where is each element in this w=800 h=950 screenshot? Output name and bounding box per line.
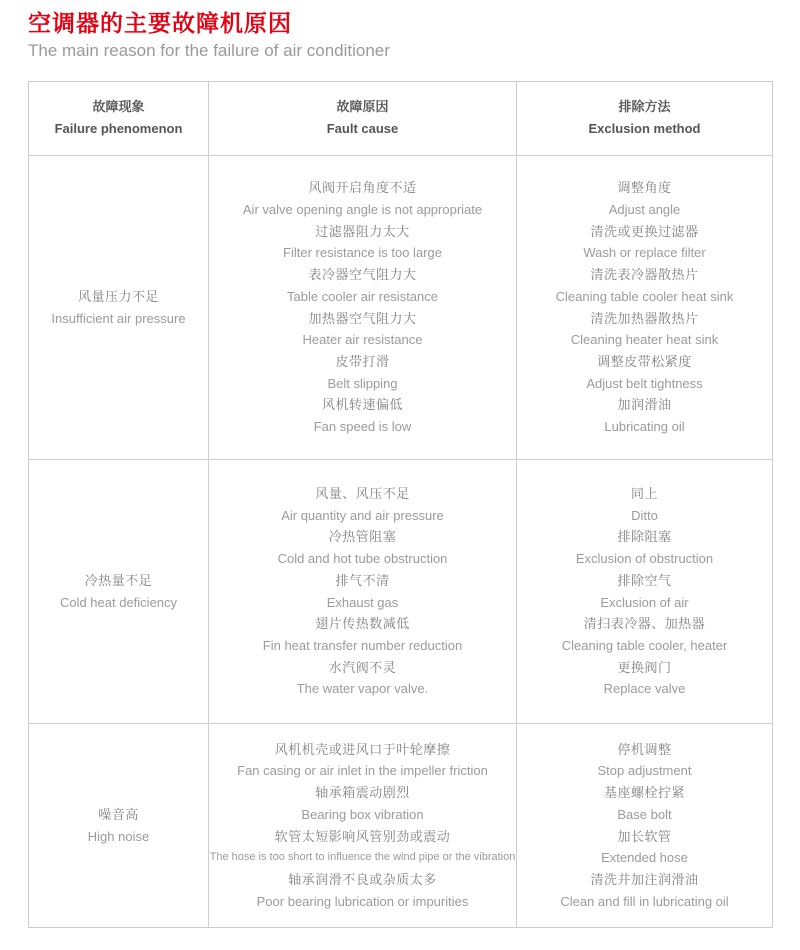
method-en: Ditto — [631, 507, 658, 523]
fault-table — [28, 81, 773, 928]
table-row — [29, 724, 773, 928]
cause-en: Heater air resistance — [302, 332, 423, 348]
cause-en: Exhaust gas — [326, 594, 399, 610]
table-header — [29, 82, 773, 156]
phenomenon-en: Insufficient air pressure — [51, 310, 186, 326]
cause-en: Filter resistance is too large — [283, 245, 442, 261]
method-zh: 基座螺栓拧紧 — [603, 785, 685, 801]
phenomenon-cell — [29, 156, 209, 460]
method-zh: 调整皮带松紧度 — [597, 353, 692, 369]
page — [28, 0, 772, 928]
method-en: Lubricating oil — [604, 419, 685, 435]
phenomenon-cell — [29, 724, 209, 928]
phenomenon-en: High noise — [87, 828, 150, 844]
cause-zh: 翅片传热数减低 — [315, 616, 410, 632]
cause-zh: 排气不清 — [335, 572, 390, 588]
cause-en: Belt slipping — [327, 375, 398, 391]
method-en: Extended hose — [601, 850, 688, 866]
method-zh: 更换阀门 — [617, 659, 672, 675]
cause-zh: 过滤器阻力太大 — [315, 223, 410, 239]
phenomenon-en: Cold heat deficiency — [59, 594, 178, 610]
cause-zh: 软管太短影响风管别劲或震动 — [274, 828, 451, 844]
cause-en: The water vapor valve. — [296, 681, 429, 697]
cause-cell — [209, 460, 517, 724]
cause-en: Fin heat transfer number reduction — [262, 637, 463, 653]
cause-en: Air valve opening angle is not appropriate — [242, 201, 483, 217]
method-zh: 同上 — [630, 485, 658, 501]
method-en: Replace valve — [603, 681, 686, 697]
method-en: Exclusion of air — [600, 594, 689, 610]
method-en: Stop adjustment — [597, 763, 692, 779]
cause-en: Fan casing or air inlet in the impeller friction — [237, 763, 488, 779]
header-cause-zh: 故障原因 — [336, 99, 389, 114]
page-title-en: The main reason for the failure of air conditioner — [28, 41, 390, 60]
method-cell — [517, 460, 773, 724]
cause-en: Fan speed is low — [313, 419, 412, 435]
method-zh: 清洗或更换过滤器 — [590, 223, 699, 239]
phenomenon-zh: 风量压力不足 — [77, 288, 159, 304]
method-zh: 清洗加热器散热片 — [590, 310, 699, 326]
cause-cell — [209, 724, 517, 928]
cause-zh: 水汽阀不灵 — [328, 659, 397, 675]
cause-en: Bearing box vibration — [301, 806, 424, 822]
method-zh: 清洗表冷器散热片 — [590, 267, 699, 283]
method-en: Adjust belt tightness — [586, 375, 703, 391]
method-zh: 停机调整 — [617, 741, 672, 757]
cause-en: Cold and hot tube obstruction — [277, 551, 448, 567]
method-zh: 排除阻塞 — [617, 529, 672, 545]
phenomenon-zh: 噪音高 — [98, 806, 139, 822]
table-body — [29, 156, 773, 928]
method-zh: 排除空气 — [617, 572, 672, 588]
cause-en: Poor bearing lubrication or impurities — [256, 893, 469, 909]
cause-zh: 风机转速偏低 — [321, 397, 403, 413]
method-en: Cleaning heater heat sink — [570, 332, 719, 348]
method-en: Cleaning table cooler heat sink — [555, 288, 734, 304]
cause-zh: 轴承箱震动剧烈 — [315, 785, 410, 801]
header-cell-cause — [209, 82, 517, 156]
method-zh: 清扫表冷器、加热器 — [583, 616, 706, 632]
page-title-zh: 空调器的主要故障机原因 — [28, 10, 292, 36]
table-row — [29, 460, 773, 724]
cause-zh: 冷热管阻塞 — [328, 529, 397, 545]
header-cell-method — [517, 82, 773, 156]
method-en: Base bolt — [617, 806, 672, 822]
header-row — [29, 82, 773, 156]
cause-zh: 表冷器空气阻力大 — [308, 267, 417, 283]
header-method-en: Exclusion method — [588, 121, 701, 136]
cause-cell — [209, 156, 517, 460]
header-cause-en: Fault cause — [326, 121, 399, 136]
cause-zh: 风量、风压不足 — [315, 485, 410, 501]
method-en: Adjust angle — [608, 201, 681, 217]
cause-zh: 轴承润滑不良或杂质太多 — [288, 871, 437, 887]
phenomenon-zh: 冷热量不足 — [84, 572, 153, 588]
method-en: Clean and fill in lubricating oil — [560, 893, 729, 909]
cause-en: The hose is too short to influence the wind pipe or the vibration — [209, 851, 516, 864]
table-row — [29, 156, 773, 460]
method-zh: 加润滑油 — [617, 397, 672, 413]
header-method-zh: 排除方法 — [618, 99, 671, 114]
cause-zh: 风阀开启角度不适 — [308, 180, 417, 196]
method-zh: 加长软管 — [617, 828, 672, 844]
method-zh: 调整角度 — [617, 180, 672, 196]
cause-en: Air quantity and air pressure — [281, 507, 444, 523]
method-cell — [517, 724, 773, 928]
method-en: Exclusion of obstruction — [575, 551, 714, 567]
phenomenon-cell — [29, 460, 209, 724]
method-zh: 清洗并加注润滑油 — [590, 871, 699, 887]
method-cell — [517, 156, 773, 460]
method-en: Wash or replace filter — [583, 245, 706, 261]
cause-en: Table cooler air resistance — [286, 288, 439, 304]
header-cell-phenomenon — [29, 82, 209, 156]
cause-zh: 加热器空气阻力大 — [308, 310, 417, 326]
header-phenomenon-en: Failure phenomenon — [54, 121, 183, 136]
header-phenomenon-zh: 故障现象 — [92, 99, 145, 114]
method-en: Cleaning table cooler, heater — [561, 637, 728, 653]
cause-zh: 风机机壳或进风口于叶轮摩擦 — [274, 741, 451, 757]
cause-zh: 皮带打滑 — [335, 353, 390, 369]
